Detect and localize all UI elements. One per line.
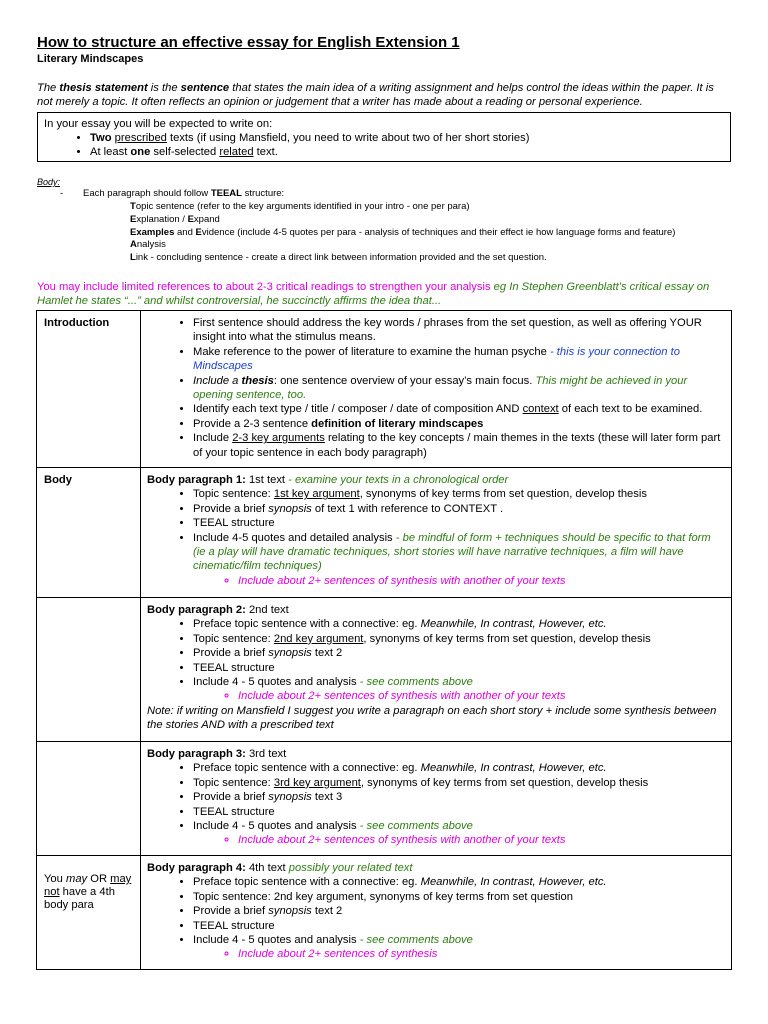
list-item: • Provide a brief synopsis text 3 [193,790,725,804]
list-item: • Include a thesis: one sentence overview of your essay’s main focus. This might be achieved in your opening sentence, too. [193,374,725,403]
paragraph-heading: Body paragraph 3: 3rd text [147,748,287,760]
thesis-definition: The thesis statement is the sentence that states the main idea of a writing assignment and helps control the ideas within the paper. It is not merely a topic. It often reflects an opinion or judgement that a writer has made about a reading or personal experience. [37,82,714,108]
mansfield-note: Note: if writing on Mansfield I suggest you write a paragraph on each short story + include some synthesis between the stories AND with a prescribed text [147,704,717,732]
sub-list-item: ◦ Include about 2+ sentences of synthesis [238,947,725,961]
list-item: • Preface topic sentence with a connective: eg. Meanwhile, In contrast, However, etc. [193,875,725,889]
list-item: • Make reference to the power of literature to examine the human psyche - this is your connection to Mindscapes [193,345,725,374]
list-item: • Topic sentence: 3rd key argument, synonyms of key terms from set question, develop thesis [193,776,725,790]
row-content [141,468,732,598]
list-item: • Include 2-3 key arguments relating to the key concepts / main themes in the texts (these will later form part of your topic sentence in each body paragraph) [193,431,725,460]
requirement-item: • At least one self-selected related text. [90,145,724,159]
list-item: • Provide a 2-3 sentence definition of literary mindscapes [193,417,725,431]
row-label: Body [37,468,141,598]
row-content [141,742,732,856]
list-item: • Preface topic sentence with a connective: eg. Meanwhile, In contrast, However, etc. [193,761,725,775]
teeal-examples: Examples and Evidence (include 4-5 quotes per para - analysis of techniques and their effect ie how language forms and feature) [130,226,676,238]
row-label: Introduction [37,311,141,468]
requirements-intro: In your essay you will be expected to write on: [44,118,273,130]
list-item: • Topic sentence: 2nd key argument, synonyms of key terms from set question, develop thesis [193,632,725,646]
paragraph-heading: Body paragraph 1: 1st text - examine your texts in a chronological order [147,474,509,486]
sub-list-item: ◦ Include about 2+ sentences of synthesis with another of your texts [238,689,725,703]
teeal-lines [130,201,675,265]
body-section-label: Body: [37,177,61,187]
list-item: • TEEAL structure [193,919,725,933]
paragraph-heading: Body paragraph 4: 4th text possibly your related text [147,862,413,874]
document-page: How to structure an effective essay for English Extension 1 Literary Mindscapes The thesis statement is the sentence that states the main idea of a writing assignment and helps control the ideas within the paper. It is not merely a topic. It often reflects an opinion or judgement that a writer has made about a reading or personal experience. In your essay you will be expected to write on: • Two prescribed texts (if using Mansfield, you need to write about two of her short stories) • At least one self-selected related text. Body: - Each paragraph should follow TEEAL structure: Topic sentence (refer to the key arguments identified in your intro - one per para) Explanation / Expand Examples and Evidence (include 4-5 quotes per para - analysis of techniques and their effect ie how language forms and feature) Analysis Link - concluding sentence - create a direct link between information provided and the set question. You may include limited references to about 2-3 critical readings to strengthen your analysis eg In Stephen Greenblatt’s critical essay on Hamlet he states “...” and whilst controversial, he succinctly affirms the idea that... Introduction • First sentence should address the key words / phrases from the set question, as well as offering YOUR insight into what the stimulus means. • Make reference to the power of literature to examine the human psyche - this is your connection to Mindscapes • Include a thesis: one sentence overview of your essay’s main focus. This might be achieved in your opening sentence, too. • Identify each text type / title / composer / date of composition AND context of each text to be examined. • Provide a 2-3 sentence definition of literary mindscapes • Include 2-3 key arguments relating to the key concepts / main themes in the texts (these will later form part of your topic sentence in each body paragraph) Body Body paragraph 1: 1st text - examine your texts in a chronological order • Topic sentence: 1st key argument, synonyms of key terms from set question, develop thesis • Provide a brief synopsis of text 1 with reference to CONTEXT . • TEEAL structure • Include 4-5 quotes and detailed analysis - be mindful of form + techniques should be specific to that form (ie a play will have dramatic techniques, short stories will have narrative techniques, a film will have cinematic/film techniques) ◦ Include about 2+ sentences of synthesis with another of your texts Body paragraph 2: 2nd text • Preface topic sentence with a connective: eg. Meanwhile, In contrast, However, etc. • Topic sentence: 2nd key argument, synonyms of key terms from set question, develop thesis • Provide a brief synopsis text 2 • TEEAL structure • Include 4 - 5 quotes and analysis - see comments above ◦ Include about 2+ sentences of synthesis with another of your texts Note: if writing on Mansfield I suggest you write a paragraph on each short story + include some synthesis between the stories AND with a prescribed text Body paragraph 3: 3rd text • Preface topic sentence with a connective: eg. Meanwhile, In contrast, However, etc. • Topic sentence: 3rd key argument, synonyms of key terms from set question, develop thesis • Provide a brief synopsis text 3 • TEEAL structure • Include 4 - 5 quotes and analysis - see comments above ◦ Include about 2+ sentences of synthesis with another of your texts You may OR may not have a 4th body para Body paragraph 4: 4th text possibly your related text • Preface topic sentence with a connective: eg. Meanwhile, In contrast, However, etc. • Topic sentence: 2nd key argument, synonyms of key terms from set question • Provide a brief synopsis text 2 • TEEAL structure • Include 4 - 5 quotes and analysis - see comments above ◦ Include about 2+ sentences of synthesis [0,0,768,1024]
table-row-body-1 [37,468,732,598]
document-title: How to structure an effective essay for English Extension 1 [37,34,460,51]
list-item: • Include 4 - 5 quotes and analysis - see comments above ◦ Include about 2+ sentences of synthesis [193,933,725,962]
list-item: • Provide a brief synopsis text 2 [193,904,725,918]
row-content [141,598,732,742]
sub-list-item: ◦ Include about 2+ sentences of synthesis with another of your texts [238,574,725,588]
teeal-topic: Topic sentence (refer to the key arguments identified in your intro - one per para) [130,201,470,212]
table-row-body-4 [37,856,732,970]
list-item: • Topic sentence: 2nd key argument, synonyms of key terms from set question [193,890,725,904]
list-item: • Include 4 - 5 quotes and analysis - see comments above ◦ Include about 2+ sentences of synthesis with another of your texts [193,675,725,704]
list-item: • Identify each text type / title / composer / date of composition AND context of each text to be examined. [193,402,725,416]
list-item: • TEEAL structure [193,516,725,530]
table-row-body-3 [37,742,732,856]
table-row-body-2 [37,598,732,742]
teeal-intro: Each paragraph should follow TEEAL structure: [83,188,285,199]
requirements-box [37,112,731,162]
teeal-analysis: Analysis [130,239,166,251]
sub-list-item: ◦ Include about 2+ sentences of synthesis with another of your texts [238,833,725,847]
row-content [141,856,732,970]
list-item: • Include 4-5 quotes and detailed analysis - be mindful of form + techniques should be specific to that form (ie a play will have dramatic techniques, short stories will have narrative techniques, a film will have cinematic/film techniques) ◦ Include about 2+ sentences of synthesis with another of your texts [193,531,725,589]
critical-readings-note: You may include limited references to about 2-3 critical readings to strengthen your analysis eg In Stephen Greenblatt’s critical essay on Hamlet he states “...” and whilst controversial, he succinctly affirms the idea that... [37,281,710,307]
list-item: • TEEAL structure [193,661,725,675]
teeal-link: Link - concluding sentence - create a direct link between information provided and the set question. [130,252,547,264]
list-item: • Provide a brief synopsis text 2 [193,646,725,660]
list-item: • Provide a brief synopsis of text 1 with reference to CONTEXT . [193,502,725,516]
row-label [37,598,141,742]
row-label [37,856,141,970]
row-label [37,742,141,856]
list-item: • First sentence should address the key words / phrases from the set question, as well as offering YOUR insight into what the stimulus means. [193,316,725,345]
requirements-list [44,131,724,159]
teeal-explanation: Explanation / Expand [130,213,220,225]
list-item: • Include 4 - 5 quotes and analysis - see comments above ◦ Include about 2+ sentences of synthesis with another of your texts [193,819,725,848]
paragraph-heading: Body paragraph 2: 2nd text [147,604,289,616]
list-item: • Preface topic sentence with a connective: eg. Meanwhile, In contrast, However, etc. [193,617,725,631]
list-item: • TEEAL structure [193,805,725,819]
essay-structure-table [36,310,732,970]
requirement-item: • Two prescribed texts (if using Mansfield, you need to write about two of her short stories) [90,131,724,145]
row-content [141,311,732,468]
table-row-introduction [37,311,732,468]
document-subtitle: Literary Mindscapes [37,53,144,65]
list-item: • Topic sentence: 1st key argument, synonyms of key terms from set question, develop thesis [193,487,725,501]
optional-paragraph-note: You may OR may not have a 4th body para [44,873,132,911]
